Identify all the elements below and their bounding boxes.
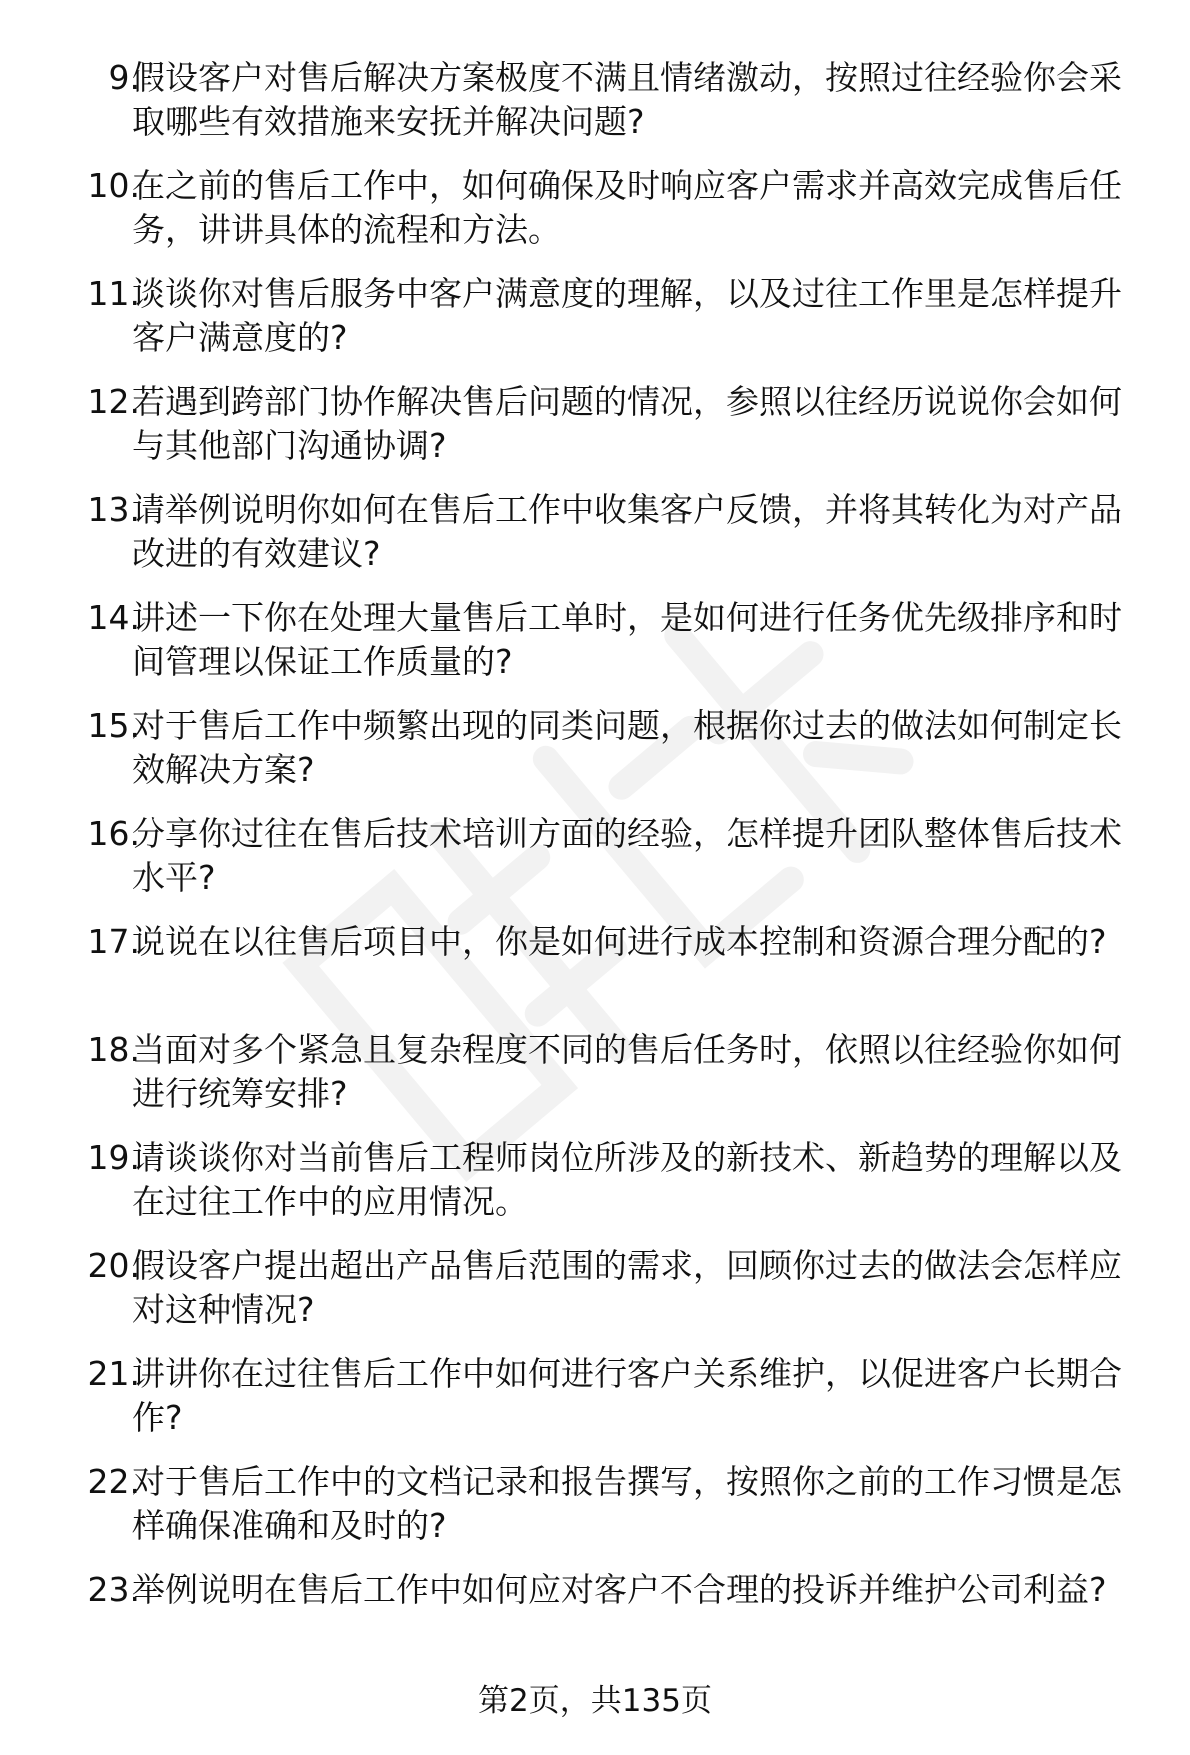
- question-number: 15.: [87, 706, 140, 745]
- question-number: 13.: [87, 490, 140, 529]
- question-text: 请举例说明你如何在售后工作中收集客户反馈，并将其转化为对产品改进的有效建议?: [132, 490, 1122, 573]
- question-text: 假设客户提出超出产品售后范围的需求，回顾你过去的做法会怎样应对这种情况?: [132, 1246, 1122, 1329]
- question-list: [0, 56, 1190, 1676]
- question-number: 9.: [108, 58, 140, 97]
- question-text: 假设客户对售后解决方案极度不满且情绪激动，按照过往经验你会采取哪些有效措施来安抚并解决问题?: [132, 58, 1122, 141]
- question-number: 20.: [87, 1246, 140, 1285]
- list-item: [0, 1028, 1190, 1136]
- list-item: [0, 1352, 1190, 1460]
- question-text: 说说在以往售后项目中，你是如何进行成本控制和资源合理分配的?: [132, 922, 1107, 961]
- question-text: 在之前的售后工作中，如何确保及时响应客户需求并高效完成售后任务，讲讲具体的流程和方法。: [132, 166, 1122, 249]
- question-number: 23.: [87, 1570, 140, 1609]
- list-item: [0, 272, 1190, 380]
- question-text: 若遇到跨部门协作解决售后问题的情况，参照以往经历说说你会如何与其他部门沟通协调?: [132, 382, 1122, 465]
- list-item: [0, 704, 1190, 812]
- question-number: 17.: [87, 922, 140, 961]
- list-item: [0, 596, 1190, 704]
- page-number-footer: 第2页，共135页: [478, 1683, 712, 1719]
- question-text: 谈谈你对售后服务中客户满意度的理解，以及过往工作里是怎样提升客户满意度的?: [132, 274, 1122, 357]
- question-text: 举例说明在售后工作中如何应对客户不合理的投诉并维护公司利益?: [132, 1570, 1107, 1609]
- question-number: 10.: [87, 166, 140, 205]
- question-number: 14.: [87, 598, 140, 637]
- question-text: 讲述一下你在处理大量售后工单时，是如何进行任务优先级排序和时间管理以保证工作质量的?: [132, 598, 1122, 681]
- list-item: [0, 812, 1190, 920]
- question-text: 对于售后工作中的文档记录和报告撰写，按照你之前的工作习惯是怎样确保准确和及时的?: [132, 1462, 1122, 1545]
- list-item: [0, 488, 1190, 596]
- question-number: 21.: [87, 1354, 140, 1393]
- question-number: 18.: [87, 1030, 140, 1069]
- question-number: 12.: [87, 382, 140, 421]
- list-item: [0, 1568, 1190, 1676]
- question-text: 讲讲你在过往售后工作中如何进行客户关系维护，以促进客户长期合作?: [132, 1354, 1122, 1437]
- list-item: [0, 1244, 1190, 1352]
- question-text: 分享你过往在售后技术培训方面的经验，怎样提升团队整体售后技术水平?: [132, 814, 1122, 897]
- list-item: [0, 920, 1190, 1028]
- question-number: 22.: [87, 1462, 140, 1501]
- question-text: 对于售后工作中频繁出现的同类问题，根据你过去的做法如何制定长效解决方案?: [132, 706, 1122, 789]
- question-text: 当面对多个紧急且复杂程度不同的售后任务时，依照以往经验你如何进行统筹安排?: [132, 1030, 1122, 1113]
- list-item: [0, 164, 1190, 272]
- question-text: 请谈谈你对当前售后工程师岗位所涉及的新技术、新趋势的理解以及在过往工作中的应用情况。: [132, 1138, 1122, 1221]
- list-item: [0, 1460, 1190, 1568]
- list-item: [0, 1136, 1190, 1244]
- question-number: 19.: [87, 1138, 140, 1177]
- list-item: [0, 380, 1190, 488]
- question-number: 16.: [87, 814, 140, 853]
- list-item: [0, 56, 1190, 164]
- question-number: 11.: [87, 274, 140, 313]
